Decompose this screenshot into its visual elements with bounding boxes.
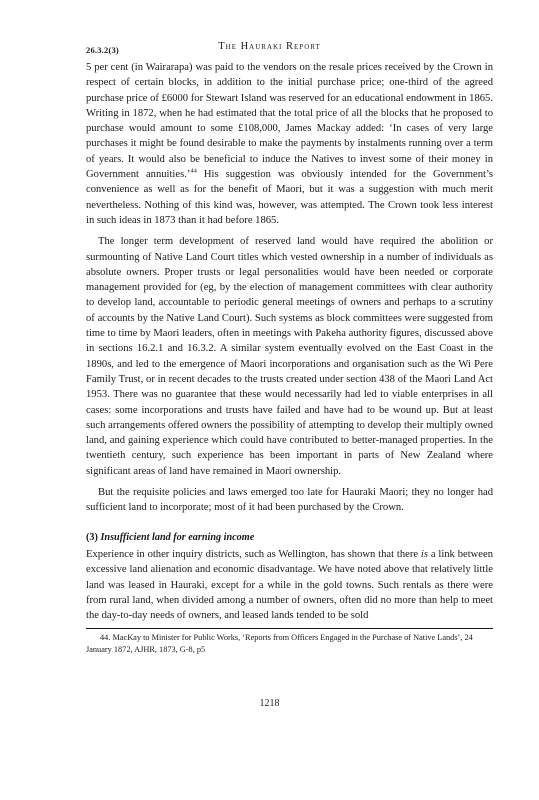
- paragraph-1-continuation: His suggestion was obviously intended for the Government’s convenience as well as for the benefit of Maori, but it was a suggestion with much merit nevertheless. Nothing of this kind was, however, was attempted. The Crown took less interest in such ideas in 1873 than it had before 1865.: [86, 169, 494, 226]
- footnote-text: MacKay to Minister for Public Works, ‘Reports from Officers Engaged in the Purchase of Native Lands’, 24 January 1872, AJHR, 1873, G-8, p5: [86, 633, 473, 654]
- paragraph-4-text-after: a link between excessive land alienation and economic disadvantage. We have noted above that relatively little land was leased in Hauraki, except for a while in the gold towns. Such rentals as there were from rural land, when divided among a number of owners, often did no more than help to meet the day-to-day needs of owners, and leased lands tended to be sold: [86, 548, 493, 622]
- subsection-title: Insufficient land for earning income: [100, 531, 255, 543]
- footnote-44: [86, 632, 493, 656]
- paragraph-4: [86, 547, 493, 623]
- paragraph-4-emphasis: is: [420, 548, 428, 560]
- paragraph-1: [86, 60, 493, 228]
- page-number: 1218: [259, 698, 280, 709]
- footnote-number: 44.: [100, 633, 111, 642]
- footnote-ref-44[interactable]: 44: [190, 167, 197, 175]
- paragraph-1-text: 5 per cent (in Wairarapa) was paid to the vendors on the resale prices received by the Crown in respect of certain blocks, in addition to the initial purchase price; one-third of the agreed purchase price of £6000 for Stewart Island was reserved for an educational endowment in 1865. Writing in 1872, when he had estimated that the total price of all the blocks that he proposed to purchase would amount to some £108,000, James Mackay added: ‘In cases of very large purchases it might be found desirable to make the payments by instalments running over a term of years. It would also be beneficial to induce the Natives to invest some of their money in Government annuities.’: [86, 62, 493, 181]
- subsection-number: (3): [86, 531, 98, 543]
- subsection-heading: [86, 530, 493, 545]
- paragraph-3: But the requisite policies and laws emerged too late for Hauraki Maori; they no longer had sufficient land to incorporate; most of it had been purchased by the Crown.: [86, 487, 493, 514]
- footnote-divider: [86, 628, 493, 629]
- paragraph-2: The longer term development of reserved land would have required the abolition or surmounting of Native Land Court titles which vested ownership in a number of individuals as absolute owners. Proper trusts or legal personalities would have been needed or corporate management provided for (eg, by the election of management committees with clear authority to develop land, accountable to periodic general meetings of owners and perhaps to a scrutiny of accounts by the Native Land Court). Such systems as block committees were suggested from time to time by Maori leaders, often in meetings with Pakeha authority figures, discussed above in sections 16.2.1 and 16.3.2. A similar system eventually evolved on the East Coast in the 1890s, and led to the emergence of Maori incorporations and organisation such as the Wi Pere Family Trust, or in recent decades to the trusts created under section 438 of the Maori Land Act 1953. There was no guarantee that these would necessarily had led to viable enterprises in all cases: some incorporations and trusts have failed and have had to be wound up. But at least such arrangements offered owners the possibility of attempting to develop their multiply owned land, and gaining experience which could have contributed to better-managed properties. In the twentieth century, such experience has been important in parts of New Zealand where significant areas of land have remained in Maori ownership.: [86, 236, 493, 477]
- paragraph-4-text-before: Experience in other inquiry districts, such as Wellington, has shown that there: [86, 548, 421, 560]
- main-text: [86, 60, 493, 623]
- running-head: The Hauraki Report: [218, 41, 321, 52]
- section-number: 26.3.2(3): [86, 45, 119, 55]
